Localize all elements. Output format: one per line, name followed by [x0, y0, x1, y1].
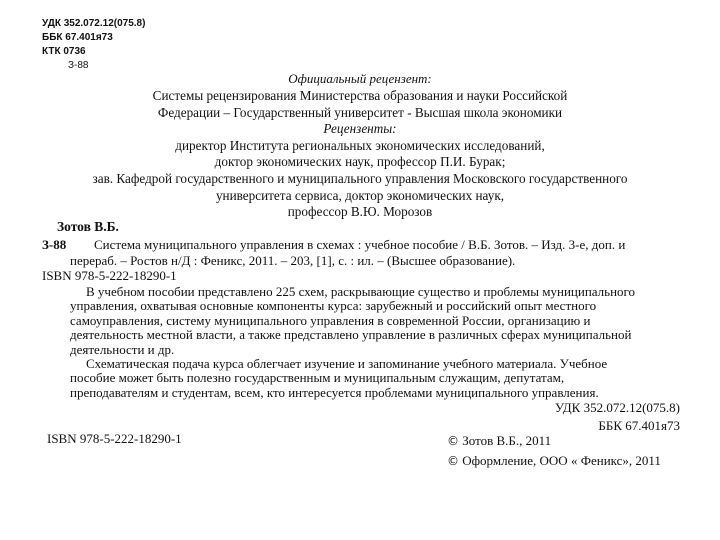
ktk-code: КТК 0736	[42, 46, 86, 57]
reviewer-line: доктор экономических наук, профессор П.И. Бурак;	[214, 154, 506, 170]
annotation-line: деятельности и др.	[70, 341, 175, 357]
copyright-icon: ©	[447, 434, 459, 448]
reviewer-line: университета сервиса, доктор экономических наук,	[215, 187, 505, 203]
copyright-block	[447, 431, 661, 471]
annotation-line: управления, охватывая основные компоненты курса: зарубежный и российский опыт местного	[70, 298, 597, 314]
catalog-author: Зотов В.Б.	[57, 219, 119, 234]
udk-code: УДК 352.072.12(075.8)	[42, 18, 146, 29]
catalog-line-1	[42, 237, 682, 253]
annotation-line: преподавателям и студентам, всем, кто интересуется проблемами муниципального управления.	[70, 384, 599, 400]
reviewer-line: зав. Кафедрой государственного и муниципального управления Московского государственного	[92, 170, 628, 186]
official-reviewer-label: Официальный рецензент:	[288, 71, 432, 86]
annotation	[70, 285, 680, 400]
annotation-line: пособие может быть полезно государственным и муниципальным служащим, депутатам,	[70, 370, 565, 386]
reviewer-line: профессор В.Ю. Морозов	[287, 204, 433, 220]
reviewer-line: директор Института региональных экономических исследований,	[175, 137, 545, 153]
annotation-line: деятельность местной власти, а также представлено управление в различных сферах муниципальной	[70, 327, 632, 343]
official-reviewer-line: Федерации – Государственный университет - Высшая школа экономики	[157, 104, 563, 120]
catalog-isbn: ISBN 978-5-222-18290-1	[42, 268, 177, 284]
copyright-line-2	[447, 451, 661, 471]
copyright-design: Оформление, ООО « Феникс», 2011	[462, 453, 661, 468]
catalog-entry	[42, 237, 682, 284]
reviewers-label: Рецензенты:	[323, 121, 397, 137]
catalog-line-2: перераб. – Ростов н/Д : Феникс, 2011. – 203, [1], с. : ил. – (Высшее образование).	[70, 252, 516, 268]
annotation-line: Схематическая подача курса облегчает изучение и запоминание учебного материала. Учебное	[86, 356, 608, 372]
reviewers-block	[0, 88, 720, 221]
footer-bbk: ББК 67.401я73	[598, 418, 680, 433]
footer-udk: УДК 352.072.12(075.8)	[554, 400, 680, 415]
copyright-line-1	[447, 431, 661, 451]
footer-codes	[555, 399, 680, 435]
copyright-icon: ©	[447, 454, 459, 468]
footer-isbn: ISBN 978-5-222-18290-1	[47, 431, 182, 446]
annotation-line: В учебном пособии представлено 225 схем, раскрывающие существо и проблемы муниципального	[86, 284, 636, 299]
official-reviewer-line: Системы рецензирования Министерства образования и науки Российской	[152, 88, 568, 103]
classification-codes	[42, 17, 145, 73]
copyright-author: Зотов В.Б., 2011	[462, 433, 552, 448]
catalog-code: З-88	[42, 237, 67, 252]
catalog-title: Система муниципального управления в схемах : учебное пособие / В.Б. Зотов. – Изд. 3-е, доп. и	[94, 237, 626, 252]
author-mark: З-88	[68, 60, 89, 71]
bbk-code: ББК 67.401я73	[42, 32, 113, 43]
annotation-line: самоуправления, систему муниципального управления в современной России, организацию и	[70, 312, 591, 328]
